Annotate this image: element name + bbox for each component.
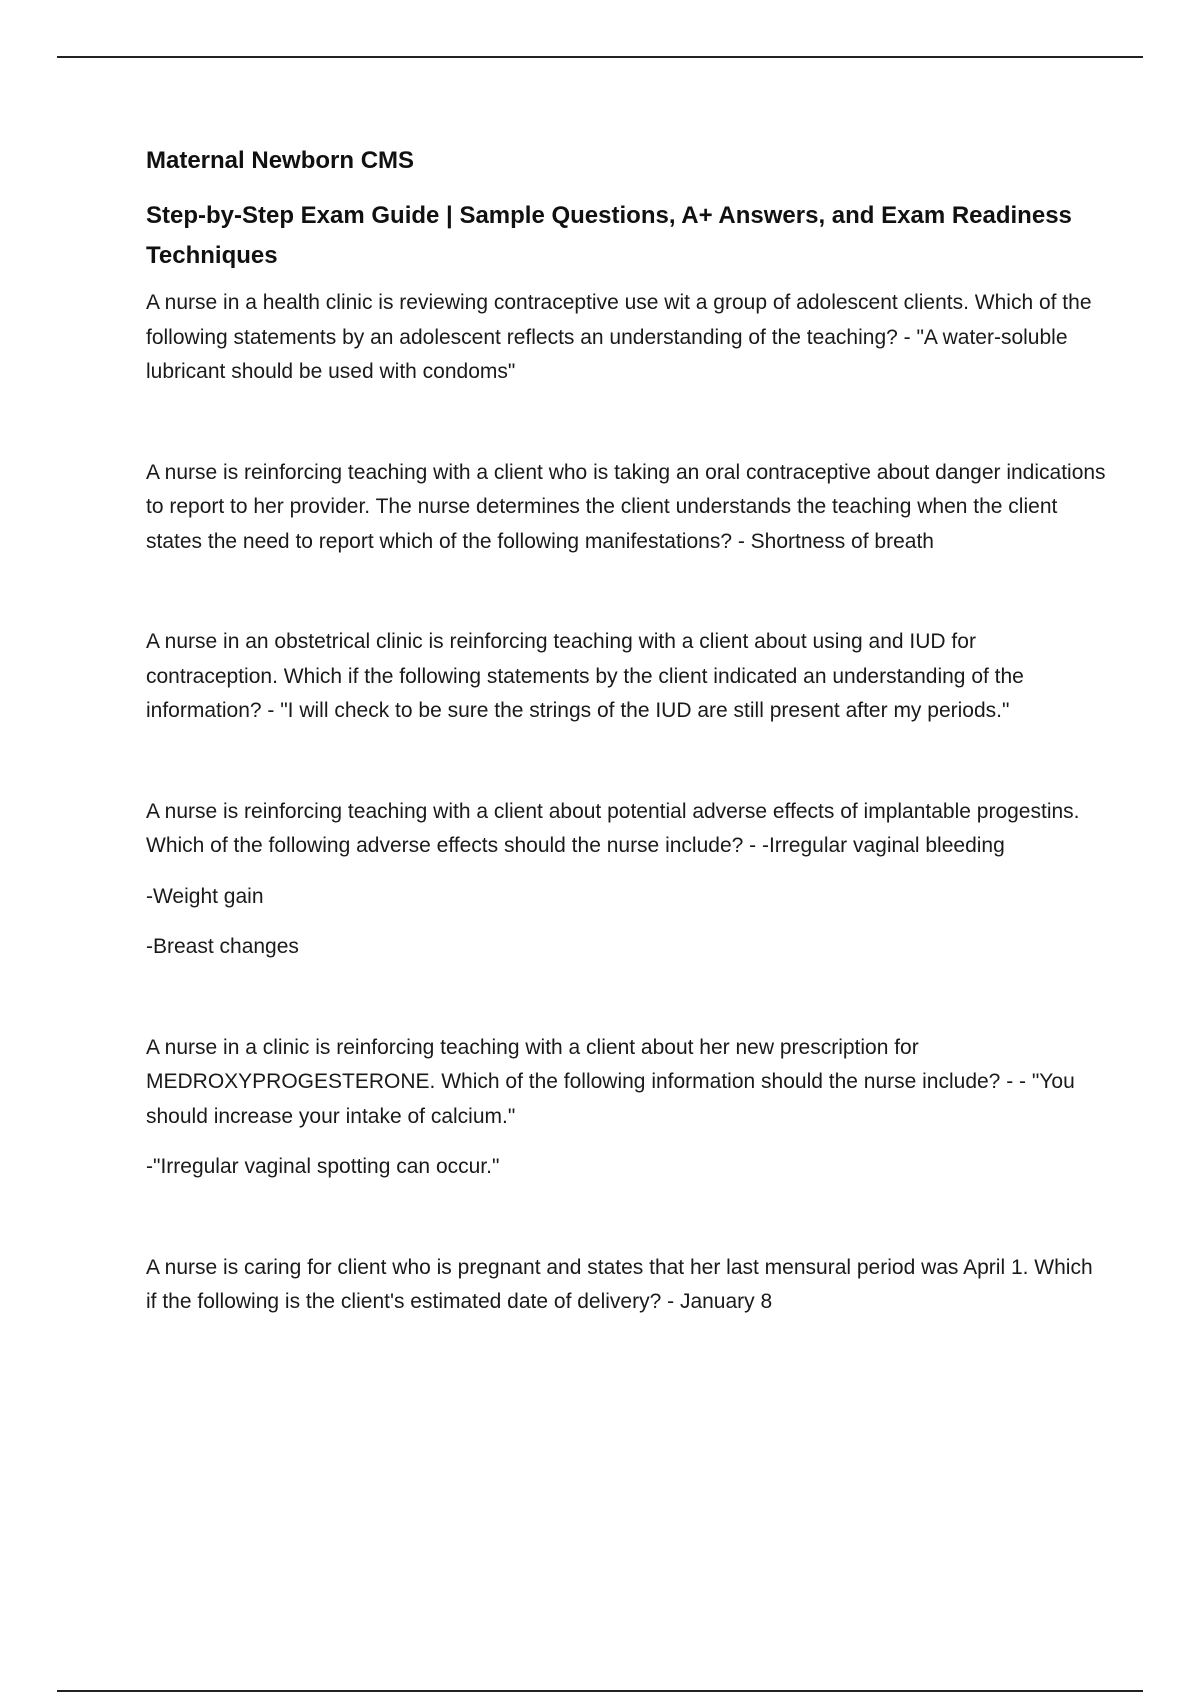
document-body: [146, 144, 1106, 1320]
question-item-5: [146, 1031, 1106, 1185]
question-item-6: [146, 1251, 1106, 1320]
spacer: [146, 1185, 1106, 1251]
header-rule: [57, 56, 1143, 58]
question-item-2: [146, 456, 1106, 560]
answer-line: -Breast changes: [146, 935, 299, 958]
question-text: A nurse in an obstetrical clinic is reinforcing teaching with a client about using and IUD for contraception. Which if the following statements by the client indicated an understanding of the information? - "I will check to be sure the strings of the IUD are still present after my periods.": [146, 630, 1024, 722]
spacer: [146, 965, 1106, 1031]
answer-line: -Weight gain: [146, 884, 264, 908]
question-item-3: [146, 625, 1106, 729]
question-text: A nurse is reinforcing teaching with a client who is taking an oral contraceptive about danger indications to report to her provider. The nurse determines the client understands the teaching when the client states the need to report which of the following manifestations? - Shortness of breath: [146, 460, 1106, 553]
spacer: [146, 390, 1106, 456]
spacer: [146, 559, 1106, 625]
footer-rule: [57, 1690, 1143, 1692]
document-title: Maternal Newborn CMS: [146, 147, 415, 174]
question-item-1: [146, 286, 1106, 390]
question-text: A nurse in a clinic is reinforcing teaching with a client about her new prescription for MEDROXYPROGESTERONE. Which of the following information should the nurse include? - - "You should increase your intake of calcium.": [146, 1035, 1075, 1128]
document-subtitle: Step-by-Step Exam Guide | Sample Questions, A+ Answers, and Exam Readiness Techniques: [146, 202, 1072, 269]
question-text: A nurse in a health clinic is reviewing contraceptive use wit a group of adolescent clients. Which of the following statements by an adolescent reflects an understanding of the teaching? - "A water-soluble lubricant should be used with condoms": [146, 291, 1092, 383]
question-item-4: [146, 795, 1106, 965]
answer-line: -"Irregular vaginal spotting can occur.": [146, 1155, 500, 1178]
question-text: A nurse is caring for client who is pregnant and states that her last mensural period was April 1. Which if the following is the client's estimated date of delivery? - January 8: [146, 1255, 1093, 1313]
spacer: [146, 729, 1106, 795]
question-text: A nurse is reinforcing teaching with a client about potential adverse effects of implantable progestins. Which of the following adverse effects should the nurse include? - -Irregular vaginal bleeding: [146, 799, 1080, 857]
